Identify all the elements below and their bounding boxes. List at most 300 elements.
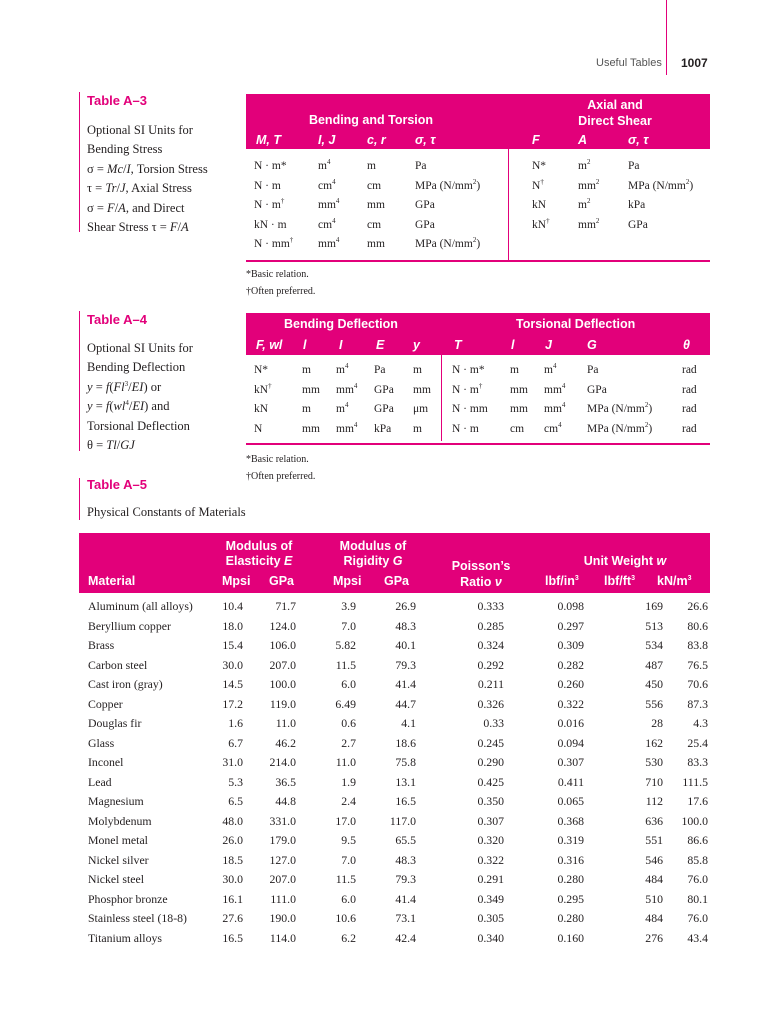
- table-cell: 6.2: [341, 930, 356, 945]
- col-header-sub: $kN/m^3$: [657, 574, 692, 588]
- col-header-unit-weight: Unit Weight w: [583, 554, 667, 568]
- table-cell: 6.0: [341, 677, 356, 691]
- table-cell: 30.0: [222, 657, 243, 672]
- table-cell: 41.4: [395, 677, 416, 691]
- table-cell: 3.9: [341, 599, 356, 613]
- cell: N · m*: [254, 160, 287, 172]
- table-cell: 0.33: [483, 716, 504, 730]
- col-header-sub: Mpsi: [333, 574, 362, 588]
- cell: N · mm†: [254, 236, 294, 250]
- table-a4-caption: [87, 339, 193, 455]
- table-cell: 0.309: [557, 638, 584, 652]
- page-number: 1007: [681, 56, 708, 70]
- cell: $m^2$: [578, 158, 591, 172]
- table-cell: 636: [645, 813, 663, 828]
- table-cell: 75.8: [395, 755, 416, 769]
- caption-line: Bending Deflection: [87, 360, 186, 375]
- table-cell: 0.322: [477, 852, 504, 867]
- cell: kN: [532, 199, 547, 211]
- material-name: Douglas fir: [88, 716, 142, 730]
- table-cell: 16.5: [395, 794, 416, 808]
- table-row: [80, 638, 710, 658]
- table-cell: 40.1: [395, 638, 416, 652]
- cell: mm: [367, 238, 385, 250]
- cell: $cm^4$: [318, 178, 336, 192]
- table-cell: 18.5: [222, 852, 243, 867]
- material-name: Glass: [88, 735, 115, 750]
- table-cell: 484: [645, 911, 663, 925]
- table-cell: 48.0: [222, 813, 243, 828]
- table-cell: 76.5: [687, 657, 708, 672]
- table-cell: 79.3: [395, 657, 416, 672]
- table-cell: 112: [645, 794, 663, 808]
- table-cell: 331.0: [269, 813, 296, 828]
- col-header: c, r: [367, 133, 386, 147]
- table-cell: 117.0: [389, 813, 416, 828]
- table-cell: 26.0: [222, 833, 243, 847]
- table-cell: 1.6: [228, 716, 243, 730]
- table-row: [80, 892, 710, 912]
- table-cell: 46.2: [275, 735, 296, 750]
- caption-line: Shear Stress τ = F/A: [87, 220, 189, 235]
- cell: m: [367, 160, 376, 172]
- table-cell: 17.2: [222, 696, 243, 711]
- table-cell: 276: [645, 930, 663, 945]
- cell: GPa: [628, 219, 648, 231]
- table-a4-note-basic: *Basic relation.: [246, 454, 309, 465]
- caption-line: Bending Stress: [87, 142, 163, 157]
- table-cell: 48.3: [395, 852, 416, 867]
- table-cell: 169: [645, 599, 663, 613]
- table-cell: 43.4: [687, 930, 708, 945]
- col-header-sub: GPa: [384, 574, 410, 588]
- table-cell: 0.349: [477, 891, 504, 906]
- cell: rad: [682, 384, 697, 396]
- col-header: J: [545, 338, 552, 352]
- cell: $mm^4$: [336, 382, 358, 396]
- group-line: Direct Shear: [578, 114, 652, 128]
- table-cell: 207.0: [269, 872, 296, 886]
- table-cell: 44.7: [395, 696, 416, 711]
- table-row: [80, 833, 710, 853]
- cell: $mm^4$: [336, 421, 358, 435]
- table-cell: 44.8: [275, 794, 296, 808]
- table-row: [80, 716, 710, 736]
- table-cell: 85.8: [687, 852, 708, 867]
- table-cell: 71.7: [275, 599, 296, 613]
- caption-line: Optional SI Units for: [87, 123, 193, 137]
- table-cell: 7.0: [341, 852, 356, 867]
- table-cell: 83.8: [687, 638, 708, 652]
- cell: Pa: [628, 160, 640, 172]
- material-name: Inconel: [88, 755, 124, 769]
- table-cell: 0.307: [557, 755, 584, 769]
- cell: N*: [532, 160, 547, 172]
- cell: GPa: [374, 403, 394, 415]
- table-cell: 48.3: [395, 618, 416, 633]
- col-header: I, J: [318, 133, 336, 147]
- material-name: Carbon steel: [88, 657, 148, 672]
- table-cell: 0.295: [557, 891, 584, 906]
- table-a3-note-preferred: †Often preferred.: [246, 286, 316, 297]
- table-cell: 0.307: [477, 813, 504, 828]
- cell: $m^4$: [336, 401, 349, 415]
- table-row: [80, 619, 710, 639]
- table-cell: 79.3: [395, 872, 416, 886]
- table-cell: 119.0: [269, 696, 296, 711]
- table-cell: 17.0: [335, 813, 356, 828]
- table-cell: 111.0: [270, 891, 296, 906]
- material-name: Nickel steel: [88, 872, 145, 886]
- table-cell: 0.6: [341, 716, 356, 730]
- col-header: M, T: [256, 133, 281, 147]
- cell: N: [254, 423, 263, 435]
- table-a3-bottom-rule: [246, 260, 710, 262]
- table-cell: 124.0: [269, 618, 296, 633]
- table-cell: 18.6: [395, 735, 416, 750]
- header-line: Modulus of: [339, 539, 407, 553]
- table-cell: 80.1: [687, 891, 708, 906]
- table-cell: 6.7: [228, 735, 243, 750]
- caption-line: Torsional Deflection: [87, 418, 190, 433]
- cell: cm: [367, 180, 382, 192]
- cell: kPa: [374, 423, 392, 435]
- col-header: A: [578, 133, 588, 147]
- table-cell: 5.82: [335, 638, 356, 652]
- table-row: [80, 697, 710, 717]
- table-cell: 0.425: [477, 774, 504, 789]
- cell: N*: [254, 364, 269, 376]
- table-cell: 86.6: [687, 833, 708, 847]
- table-cell: 484: [645, 872, 663, 886]
- col-header: l: [511, 338, 515, 352]
- table-cell: 13.1: [395, 774, 416, 789]
- table-cell: 0.098: [557, 599, 584, 613]
- table-cell: 0.282: [557, 657, 584, 672]
- col-header-poisson: [436, 558, 526, 590]
- table-cell: 100.0: [269, 677, 296, 691]
- cell: m: [302, 364, 311, 376]
- table-cell: 30.0: [222, 872, 243, 886]
- material-name: Phosphor bronze: [88, 891, 168, 906]
- cell: MPa $(N/mm^2)$: [587, 401, 653, 415]
- table-cell: 6.5: [228, 794, 243, 808]
- table-cell: 0.322: [557, 696, 584, 711]
- table-cell: 73.1: [395, 911, 416, 925]
- table-cell: 41.4: [395, 891, 416, 906]
- table-cell: 14.5: [222, 677, 243, 691]
- table-cell: 190.0: [269, 911, 296, 925]
- table-a3-group-bending-torsion: Bending and Torsion: [308, 113, 434, 127]
- col-header-elasticity: [212, 539, 306, 569]
- table-cell: 530: [645, 755, 663, 769]
- table-a4-title: Table A–4: [87, 312, 147, 327]
- cell: $mm^4$: [544, 382, 566, 396]
- table-row: [80, 599, 710, 619]
- table-cell: 76.0: [687, 911, 708, 925]
- cell: N · m: [254, 180, 281, 192]
- cell: MPa $(N/mm^2)$: [415, 236, 481, 250]
- cell: N†: [532, 178, 544, 192]
- table-cell: 0.160: [557, 930, 584, 945]
- table-cell: 1.9: [341, 774, 356, 789]
- cell: kN · m: [254, 219, 287, 231]
- table-cell: 17.6: [687, 794, 708, 808]
- caption-line: Optional SI Units for: [87, 341, 193, 355]
- table-a4-divider: [441, 355, 442, 441]
- cell: GPa: [415, 199, 435, 211]
- cell: $mm^4$: [544, 401, 566, 415]
- col-header-rigidity: [326, 539, 420, 569]
- table-cell: 0.368: [557, 813, 584, 828]
- cell: kN: [254, 403, 269, 415]
- cell: kN†: [532, 217, 550, 231]
- table-cell: 0.094: [557, 735, 584, 750]
- cell: GPa: [587, 384, 607, 396]
- cell: rad: [682, 364, 697, 376]
- table-cell: 100.0: [681, 813, 708, 828]
- header-line: Elasticity E: [225, 554, 293, 568]
- cell: N · m†: [254, 197, 285, 211]
- table-cell: 11.0: [335, 755, 356, 769]
- table-cell: 26.9: [395, 599, 416, 613]
- table-cell: 111.5: [682, 774, 708, 789]
- table-cell: 11.5: [335, 657, 356, 672]
- table-cell: 0.245: [477, 735, 504, 750]
- cell: mm: [413, 384, 431, 396]
- col-header: σ, τ: [628, 133, 649, 147]
- table-cell: 9.5: [341, 833, 356, 847]
- table-row: [80, 755, 710, 775]
- cell: $cm^4$: [544, 421, 562, 435]
- table-cell: 0.340: [477, 930, 504, 945]
- table-cell: 0.326: [477, 696, 504, 711]
- col-header-sub: lbf/$ft^3$: [604, 574, 635, 588]
- table-cell: 15.4: [222, 638, 243, 652]
- table-cell: 0.285: [477, 618, 504, 633]
- table-cell: 65.5: [395, 833, 416, 847]
- table-cell: 80.6: [687, 618, 708, 633]
- table-a3-divider: [508, 149, 509, 260]
- table-cell: 0.260: [557, 677, 584, 691]
- cell: $mm^4$: [318, 197, 340, 211]
- table-cell: 0.297: [557, 618, 584, 633]
- cell: MPa $(N/mm^2)$: [415, 178, 481, 192]
- cell: mm: [302, 384, 320, 396]
- table-cell: 0.411: [557, 774, 584, 789]
- material-name: Magnesium: [88, 794, 144, 808]
- table-cell: 16.5: [222, 930, 243, 945]
- table-cell: 0.350: [477, 794, 504, 808]
- cell: m: [510, 364, 519, 376]
- table-cell: 556: [645, 696, 663, 711]
- cell: MPa $(N/mm^2)$: [587, 421, 653, 435]
- cell: m: [413, 423, 422, 435]
- table-cell: 546: [645, 852, 663, 867]
- table-cell: 83.3: [687, 755, 708, 769]
- cell: $mm^2$: [578, 217, 600, 231]
- table-cell: 28: [651, 716, 663, 730]
- table-cell: 214.0: [269, 755, 296, 769]
- table-cell: 710: [645, 774, 663, 789]
- cell: mm: [302, 423, 320, 435]
- table-a4-group-bending: Bending Deflection: [284, 317, 398, 331]
- table-cell: 207.0: [269, 657, 296, 672]
- table-cell: 2.4: [341, 794, 356, 808]
- table-a4-note-preferred: †Often preferred.: [246, 471, 316, 482]
- table-cell: 16.1: [222, 891, 243, 906]
- cell: GPa: [374, 384, 394, 396]
- col-header: T: [454, 338, 462, 352]
- table-cell: 0.065: [557, 794, 584, 808]
- table-cell: 0.211: [477, 677, 504, 691]
- table-cell: 551: [645, 833, 663, 847]
- material-name: Aluminum (all alloys): [88, 599, 193, 613]
- material-name: Cast iron (gray): [88, 677, 163, 691]
- cell: N · m*: [452, 364, 485, 376]
- cell: $m^4$: [318, 158, 331, 172]
- group-line: Axial and: [587, 98, 643, 112]
- cell: m: [302, 403, 311, 415]
- table-cell: 6.49: [335, 696, 356, 711]
- cell: $mm^2$: [578, 178, 600, 192]
- table-cell: 76.0: [687, 872, 708, 886]
- table-row: [80, 736, 710, 756]
- col-header-material: Material: [88, 574, 136, 588]
- table-cell: 0.319: [557, 833, 584, 847]
- table-row: [80, 794, 710, 814]
- header-line: Poisson’s: [451, 559, 511, 573]
- table-cell: 513: [645, 618, 663, 633]
- table-row: [80, 853, 710, 873]
- material-name: Lead: [88, 774, 112, 789]
- caption-line: $y = f(wl^4/EI)$ and: [87, 399, 170, 414]
- table-cell: 11.0: [275, 716, 296, 730]
- cell: $m^4$: [544, 362, 557, 376]
- cell: $cm^4$: [318, 217, 336, 231]
- table-cell: 18.0: [222, 618, 243, 633]
- table-a4-side-rule: [79, 311, 80, 451]
- cell: m: [413, 364, 422, 376]
- cell: kN†: [254, 382, 272, 396]
- cell: Pa: [415, 160, 427, 172]
- table-row: [80, 775, 710, 795]
- header-line: Rigidity G: [343, 554, 403, 568]
- table-cell: 10.4: [222, 599, 243, 613]
- cell: mm: [510, 403, 528, 415]
- table-row: [80, 814, 710, 834]
- cell: N · m: [452, 423, 479, 435]
- col-header: σ, τ: [415, 133, 436, 147]
- col-header-sub: GPa: [269, 574, 295, 588]
- col-header: y: [413, 338, 420, 352]
- table-a3-title: Table A–3: [87, 93, 147, 108]
- table-row: [80, 872, 710, 892]
- material-name: Nickel silver: [88, 852, 149, 867]
- table-cell: 0.016: [557, 716, 584, 730]
- table-cell: 36.5: [275, 774, 296, 789]
- table-cell: 0.292: [477, 657, 504, 672]
- table-cell: 87.3: [687, 696, 708, 711]
- material-name: Molybdenum: [88, 813, 152, 828]
- cell: Pa: [587, 364, 599, 376]
- running-title: Useful Tables: [596, 57, 662, 69]
- table-row: [80, 658, 710, 678]
- table-cell: 27.6: [222, 911, 243, 925]
- table-cell: 0.291: [477, 872, 504, 886]
- table-row: [80, 931, 710, 951]
- cell: mm: [510, 384, 528, 396]
- table-cell: 0.280: [557, 911, 584, 925]
- table-cell: 0.324: [477, 638, 504, 652]
- header-vertical-rule: [666, 0, 667, 75]
- table-a4-group-torsional: Torsional Deflection: [516, 317, 636, 331]
- material-name: Titanium alloys: [88, 930, 162, 945]
- cell: mm: [367, 199, 385, 211]
- table-a4-bottom-rule: [246, 443, 710, 445]
- col-header: l: [303, 338, 307, 352]
- col-header: E: [376, 338, 385, 352]
- table-cell: 0.280: [557, 872, 584, 886]
- table-cell: 162: [645, 735, 663, 750]
- cell: rad: [682, 423, 697, 435]
- cell: $m^2$: [578, 197, 591, 211]
- table-cell: 70.6: [687, 677, 708, 691]
- table-a3-caption: [87, 121, 208, 237]
- material-name: Copper: [88, 696, 123, 711]
- table-cell: 450: [645, 677, 663, 691]
- table-cell: 179.0: [269, 833, 296, 847]
- table-a5-side-rule: [79, 478, 80, 520]
- table-cell: 0.320: [477, 833, 504, 847]
- cell: $m^4$: [336, 362, 349, 376]
- table-cell: 0.333: [477, 599, 504, 613]
- table-cell: 534: [645, 638, 663, 652]
- table-cell: 4.3: [693, 716, 708, 730]
- table-cell: 127.0: [269, 852, 296, 867]
- cell: $mm^4$: [318, 236, 340, 250]
- table-cell: 7.0: [341, 618, 356, 633]
- caption-line: τ = Tr/J, Axial Stress: [87, 181, 192, 196]
- cell: N · m†: [452, 382, 483, 396]
- col-header: θ: [683, 338, 690, 352]
- table-a5-title: Table A–5: [87, 477, 147, 492]
- table-cell: 0.290: [477, 755, 504, 769]
- table-cell: 510: [645, 891, 663, 906]
- table-cell: 0.305: [477, 911, 504, 925]
- cell: rad: [682, 403, 697, 415]
- col-header-sub: Mpsi: [222, 574, 251, 588]
- col-header: G: [587, 338, 597, 352]
- cell: kPa: [628, 199, 646, 211]
- table-cell: 0.316: [557, 852, 584, 867]
- table-a3-side-rule: [79, 92, 80, 232]
- table-a5-caption: Physical Constants of Materials: [87, 505, 246, 519]
- table-row: [80, 911, 710, 931]
- table-cell: 106.0: [269, 638, 296, 652]
- caption-line: $y = f(Fl^3/EI)$ or: [87, 379, 162, 394]
- table-cell: 487: [645, 657, 663, 672]
- table-cell: 31.0: [222, 755, 243, 769]
- material-name: Stainless steel (18-8): [88, 911, 187, 925]
- material-name: Monel metal: [88, 833, 148, 847]
- cell: Pa: [374, 364, 386, 376]
- table-row: [80, 677, 710, 697]
- cell: MPa $(N/mm^2)$: [628, 178, 694, 192]
- cell: cm: [367, 219, 382, 231]
- material-name: Beryllium copper: [88, 618, 171, 633]
- table-cell: 5.3: [228, 774, 243, 789]
